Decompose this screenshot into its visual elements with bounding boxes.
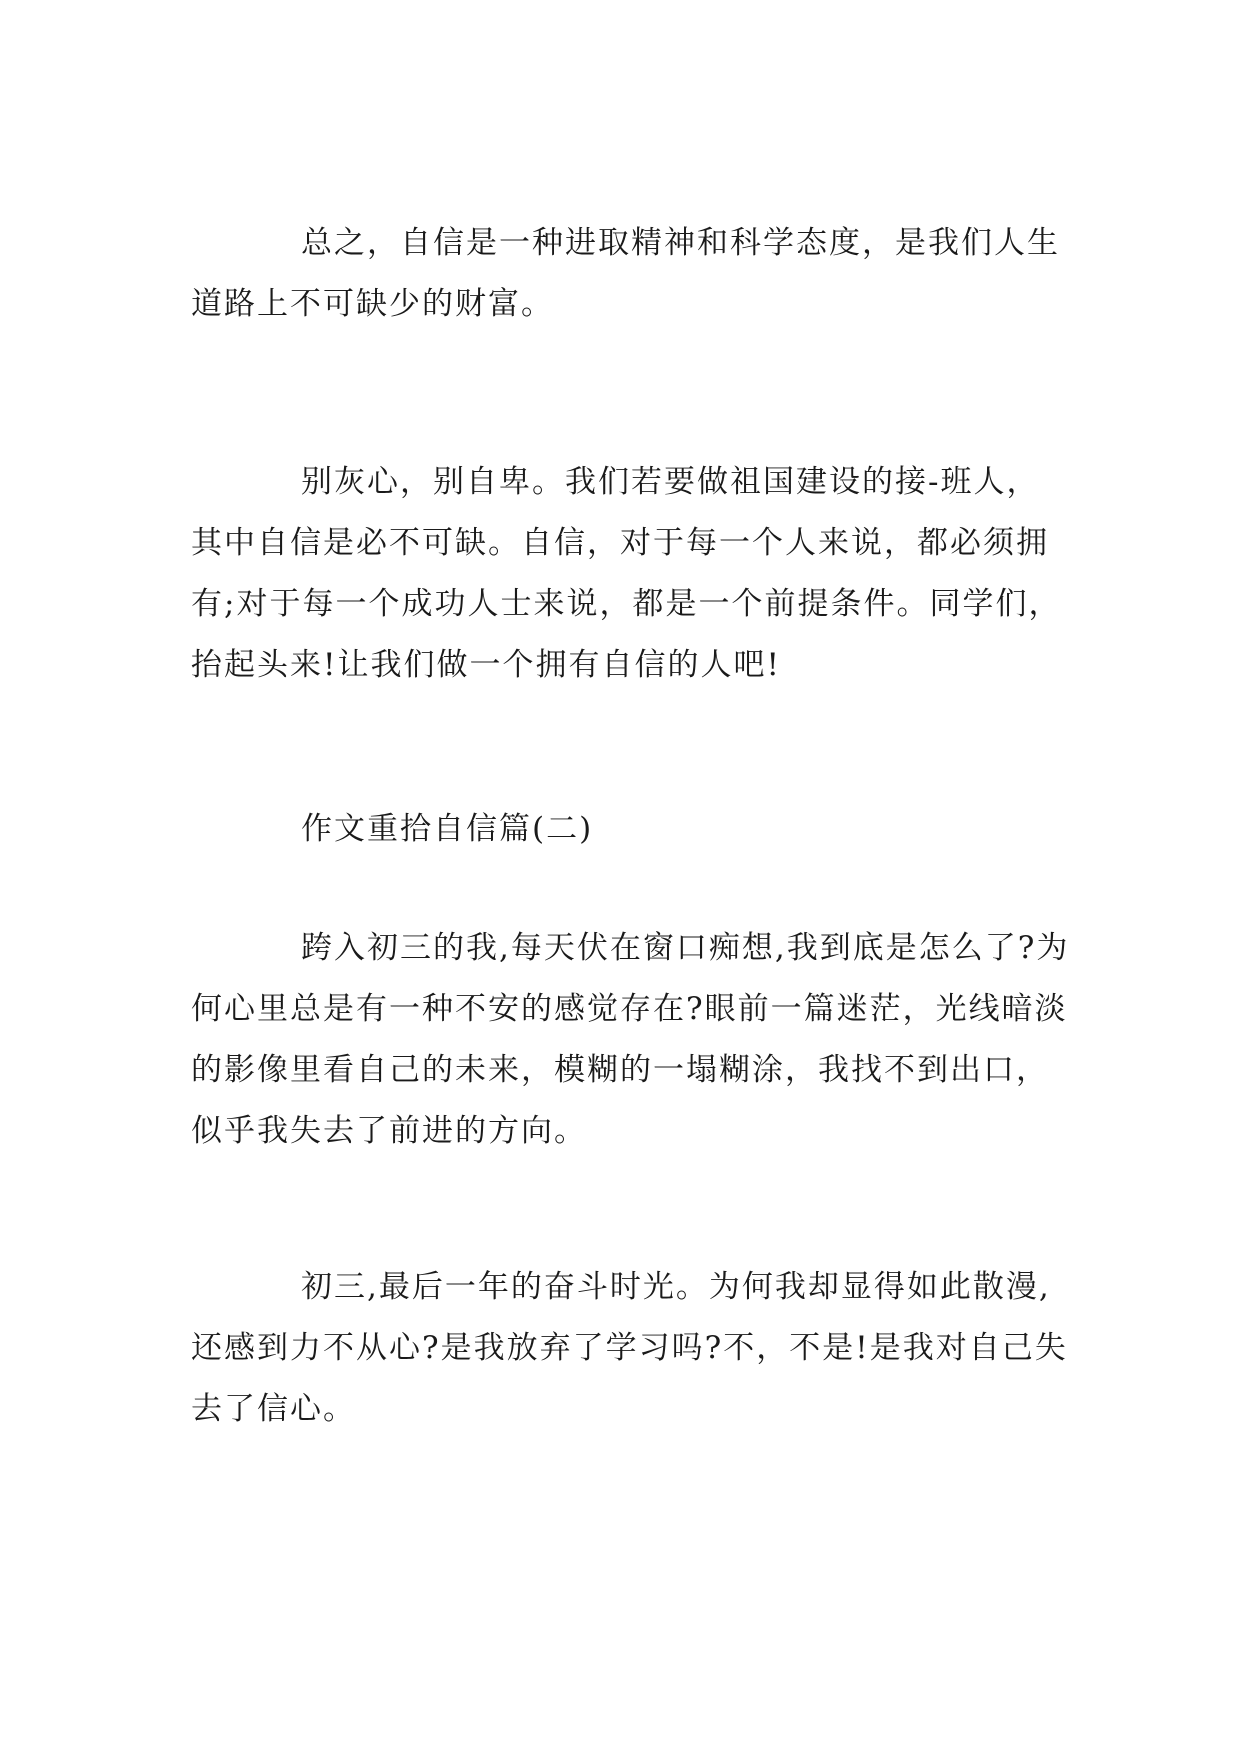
- section-heading: 作文重拾自信篇(二): [301, 811, 594, 847]
- paragraph-lost-confidence: 初三,最后一年的奋斗时光。为何我却显得如此散漫,还感到力不从心?是我放弃了学习吗?不，不是!是我对自己失去了信心。: [191, 1269, 1068, 1427]
- paragraph-encouragement: 别灰心，别自卑。我们若要做祖国建设的接-班人，其中自信是必不可缺。自信，对于每一个人来说，都必须拥有;对于每一个成功人士来说，都是一个前提条件。同学们，抬起头来!让我们做一个拥有自信的人吧!: [191, 464, 1062, 683]
- paragraph-confusion: 跨入初三的我,每天伏在窗口痴想,我到底是怎么了?为何心里总是有一种不安的感觉存在?眼前一篇迷茫，光线暗淡的影像里看自己的未来，模糊的一塌糊涂，我找不到出口，似乎我失去了前进的方向。: [191, 930, 1070, 1149]
- paragraph-conclusion: 总之，自信是一种进取精神和科学态度，是我们人生道路上不可缺少的财富。: [191, 225, 1060, 322]
